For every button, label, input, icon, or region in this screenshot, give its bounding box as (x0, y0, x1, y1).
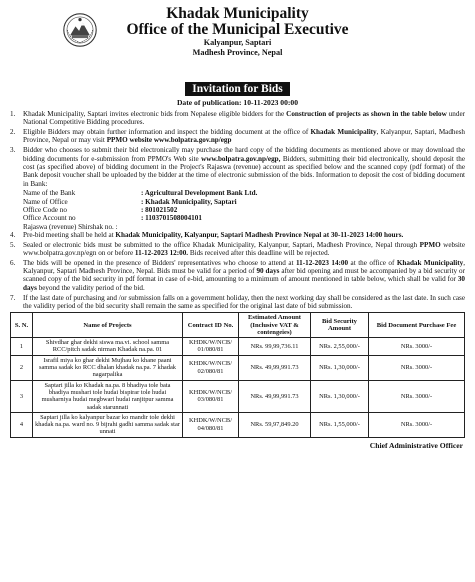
banner-wrap (10, 79, 465, 97)
municipality-emblem-icon (62, 12, 98, 48)
table-cell: NRs. 1,55,000/- (311, 412, 369, 437)
text-run: Pre-bid meeting shall be held at (23, 230, 116, 239)
table-cell: Saptari jilla ko Khadak na.pa. 8 bhadiya tole bata bhadiya mushari tole hudai bispirar tole hudai musharniya hudai megbwari hudai ranjitpur samma sadak starunnati (33, 380, 183, 412)
bold-text: Khadak Municipality (310, 128, 377, 137)
numbered-paragraph (10, 110, 465, 127)
text-run: after bid opening and must be accompanied by a bid security or scanned copy of the bid security in pdf format in case of e-bid, amounting to a minimum of amount mentioned in table below, which shall be valid for (23, 267, 465, 284)
table-cell: NRs. 2,55,000/- (311, 338, 369, 356)
table-row (11, 355, 465, 380)
bold-text: 11-12-2023 12:00. (134, 249, 189, 258)
org-title: Khadak Municipality (166, 5, 309, 22)
bold-text: 90 days (256, 267, 280, 276)
bold-text: www.bolpatra.gov.np/egp, (201, 154, 281, 163)
paragraph-number: 3. (10, 146, 16, 155)
bank-value: : Khadak Municipality, Saptari (141, 197, 237, 206)
bank-label: Office Account no (23, 214, 76, 223)
column-header: Name of Projects (33, 313, 183, 338)
numbered-paragraph (10, 146, 465, 188)
paragraph-text (23, 128, 465, 145)
bank-value (118, 223, 465, 231)
table-cell: 4 (11, 412, 33, 437)
bank-label: Office Code no (23, 205, 67, 214)
numbered-paragraph (10, 259, 465, 292)
bank-label: Rajaswa (revenue) Shirshak no. : (23, 222, 118, 231)
paragraph-number: 5. (10, 240, 16, 249)
column-header: Bid Security Amount (311, 313, 369, 338)
bank-row (23, 214, 465, 222)
table-row (11, 338, 465, 356)
numbered-paragraph (10, 128, 465, 145)
table-cell: NRs. 3000/- (369, 412, 465, 437)
bold-text: PPMO website www.bolpatra.gov.np/egp (106, 136, 232, 145)
text-run: at the office of (348, 258, 397, 267)
projects-table (10, 312, 465, 437)
text-run: Bids received after this deadline will be rejected. (188, 249, 330, 258)
bank-label: Name of Office (23, 197, 68, 206)
publication-date: Date of publication: 10-11-2023 00:00 (176, 98, 299, 107)
text-run: Eligible Bidders may obtain further information and inspect the bidding document at the office of (23, 128, 311, 137)
bank-value: : 801021502 (141, 205, 178, 214)
table-cell: KHDK/W/NCB/ 03/080/81 (183, 380, 239, 412)
table-cell: NRs. 3000/- (369, 380, 465, 412)
paragraph-text (23, 259, 465, 292)
address-line-2: Madhesh Province, Nepal (192, 47, 283, 57)
bank-value: : Agricultural Development Bank Ltd. (141, 189, 258, 198)
numbered-paragraph (10, 294, 465, 311)
column-header: Bid Document Purchase Fee (369, 313, 465, 338)
paragraph-text (23, 110, 465, 127)
invitation-banner: Invitation for Bids (185, 82, 290, 96)
paragraph-text (23, 241, 465, 258)
bank-row (23, 198, 465, 206)
table-cell: NRs. 59,97,849.20 (239, 412, 311, 437)
bank-row (23, 223, 465, 231)
signature: Chief Administrative Officer (369, 440, 463, 450)
bold-text: Khadak Municipality (396, 258, 464, 267)
text-run: Sealed or electronic bids must be submitted to the office Khadak Municipality, Kalyanpur, Saptari, Madhesh Province, Nepal through (23, 240, 420, 249)
text-run: Khadak Municipality, Saptari invites electronic bids from Nepalese eligible bidders for the (23, 110, 287, 118)
paragraph-number: 4. (10, 230, 16, 239)
bank-value: : 1103701508004101 (141, 214, 202, 223)
bold-text: 30 days (23, 275, 465, 292)
text-run: website www.bolpatra.gov.np/egn on or before (23, 240, 465, 258)
paragraph-number: 7. (10, 293, 16, 302)
table-cell: KHDK/W/NCB/ 01/080/81 (183, 338, 239, 356)
numbered-paragraph (10, 241, 465, 258)
office-title: Office of the Municipal Executive (126, 21, 349, 38)
table-cell: NRs. 49,99,991.73 (239, 355, 311, 380)
table-cell: NRs. 1,30,000/- (311, 380, 369, 412)
table-cell: 1 (11, 338, 33, 356)
table-row (11, 380, 465, 412)
text-run: , Kalyanpur, Saptari, Madhesh Province, Nepal or may visit (23, 128, 465, 145)
paragraph-text (23, 294, 465, 311)
text-run: under National Competitive Bidding procedures. (23, 110, 465, 127)
text-run: beyond the validity period of the bid. (36, 283, 145, 292)
paragraph-number: 6. (10, 258, 16, 267)
table-cell: NRs. 99,99,736.11 (239, 338, 311, 356)
column-header: Estimated Amount (Inclusive VAT & contengeies) (239, 313, 311, 338)
table-cell: KHDK/W/NCB/ 04/080/81 (183, 412, 239, 437)
paragraph-number: 2. (10, 128, 16, 137)
bank-row (23, 189, 465, 197)
table-row (11, 412, 465, 437)
table-cell: NRs. 1,30,000/- (311, 355, 369, 380)
bold-text: Construction of projects as shown in the table below (286, 110, 447, 118)
table-cell: NRs. 49,99,991.73 (239, 380, 311, 412)
table-cell: Saptari jilla ko kalyanpur bazar ko mandir tole dekhi khadak na.pa. ward no. 9 bijrahi gadhi samma sadak star unnati (33, 412, 183, 437)
text-run: If the last date of purchasing and /or submission falls on a government holiday, then the next working day shall be considered as the last date. In such case the validity period of the bid security shall remain the same as specified for the original last date of bid submission. (23, 293, 465, 310)
column-header: S. N. (11, 313, 33, 338)
bank-label: Name of the Bank (23, 189, 76, 198)
paragraph-text (23, 231, 465, 239)
bank-details (23, 189, 465, 231)
notice-body (10, 110, 465, 310)
text-run: , Kalyanpur, Saptari Madhesh Province, Nepal. Bids must be valid for a period of (23, 258, 466, 276)
notice-header (10, 6, 465, 76)
table-header-row (11, 313, 465, 338)
table-cell: NRs. 3000/- (369, 355, 465, 380)
paragraph-number: 1. (10, 110, 16, 118)
column-header: Contract ID No. (183, 313, 239, 338)
table-cell: 3 (11, 380, 33, 412)
text-run: The bids will be opened in the presence of Bidders' representatives who choose to attend at (23, 258, 296, 267)
bank-row (23, 206, 465, 214)
bold-text: Khadak Municipality, Kalyanpur, Saptari Madhesh Province Nepal at 30-11-2023 14:00 hours. (115, 230, 404, 239)
paragraph-text (23, 146, 465, 188)
table-cell: Israfil miya ko ghar dekhi Mujhau ko khane paani samma sadak ko RCC dhalan khadak na.pa. 7 khadak nagarpalika (33, 355, 183, 380)
table-cell: 2 (11, 355, 33, 380)
table-cell: Shivdhar ghar dekhi siswa ma.vi. school samma RCC/pitch sadak nirman Khadak na.pa. 01 (33, 338, 183, 356)
bold-text: 11-12-2023 14:00 (296, 258, 349, 267)
table-cell: KHDK/W/NCB/ 02/080/81 (183, 355, 239, 380)
numbered-paragraph (10, 231, 465, 239)
bold-text: PPMO (419, 240, 441, 249)
text-run: Bidder who chooses to submit their bid electronically may purchase the hard copy of the bidding documents as mentioned above or may download the bidding documents for e-submission from PPMO's Web site (23, 146, 465, 163)
table-cell: NRs. 3000/- (369, 338, 465, 356)
address-line-1: Kalyanpur, Saptari (203, 38, 272, 47)
text-run: Bidders, submitting their bid electronically, should deposit the cost (as specified above) of bidding document in the Project's Rajaswa (revenue) account as specified below and the scanned copy (pdf format) of the Bank deposit voucher shall be uploaded by the bidder at the time of electronic submission of the bids. Information to deposit the cost of bidding document in Bank: (23, 154, 465, 188)
